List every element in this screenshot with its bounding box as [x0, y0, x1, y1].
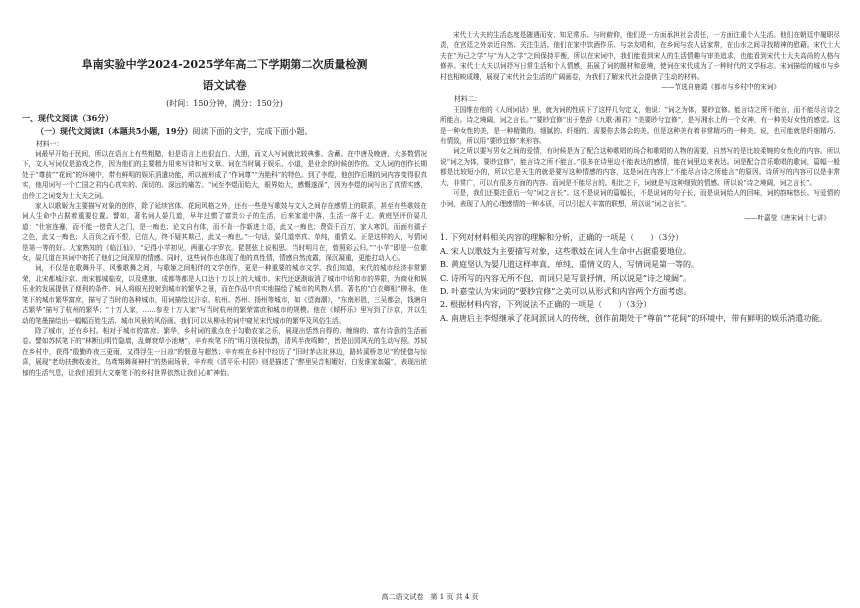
question-option: D. 叶嘉莹认为宋词的“要眇宜修”之美可以从形式和内容两个方面考虑。: [440, 286, 692, 296]
subsection-title: （一）现代文阅读Ⅰ（本题共5小题，19分）: [36, 126, 193, 136]
material-1-citation: ——节选自鹿霞《都市与乡村中的宋词》: [661, 83, 780, 92]
material-1-paragraph: 除了城市，还有乡村。相对于城市的富庶、繁华，乡村词的重点在于勾勒农家之乐，展现出恬然自得的、缠绵的、富有诗意的生活画卷。譬如苏轼笔下的“林断山明竹隐墙，乱蝉衰草小池塘”，辛弃疾笔下的“明月别枝惊鹊，清风半夜鸣蝉”，皆是田园风光的生动写照。苏轼在乡村中，获得“殷勤昨夜三更雨，又得浮生一日凉”的惬意与超然；辛弃疾在乡村中经历了“旧时茅店社林边，路转溪桥忽见”的恍惚与惊喜，展现“老幼扶携收麦社，乌鸢翔舞赛神村”的热闹场景，辛弃疾《清平乐·村居》则是描述了“醉里吴音相媚好，白发谁家翁媪”，表现出浓郁的生活气息，让我们看到大文豪笔下的乡村世界依然让我们心旷神怡。: [22, 326, 427, 377]
question-option: B. 黄庭坚认为晏几道这样率真、单纯、重情义的人，写情词是第一等的。: [440, 260, 699, 270]
material-2-label: 材料二：: [454, 95, 482, 104]
material-1-paragraph: 家人以歌姬为主要描写对象的创作，除了延续宫体、花间风格之外，还有一些是写歌妓与文人之间存在感情上的联系，甚至有些歌妓在词人生命中占据着重要位置。譬如，著名词人晏几道，早年过惯了富贵公子的生活，后来家道中落，生活一落千丈。黄庭坚评价晏几道：“仕宦连蹇，而不能一傍贵人之门，是一痴也；论文自有体，而不肯一作新进士语，此又一痴也；费资千百万，家人寒饥，而面有孺子之色，此又一痴也；人百负之而不恨，已信人，终不疑其欺己，此又一痴也。”一句话，晏几道率真、单纯，重情义。正是这样的人，写情词是第一等的好。大家熟知的《临江仙》，“记得小苹初见，两重心字罗衣。琵琶弦上说相思。当时明月在，曾照彩云归。”“小苹”即是一位歌女，晏几道在其词中寄托了他们之间深厚的情感。同时，这些词作也体现了他的真性情，情感自然流露，深沉凝重，更能打动人心。: [22, 202, 427, 263]
material-1-paragraph: 词最早开始于民间，所以在语言上有些粗糙，但是语言上也很直白、大胆，而文人写词就比较典雅、含蓄。在中唐及晚唐，大多数情况下，文人写词仅是游戏之作，因为他们的主要精力用来写诗和写文章。词在当时属于娱乐、小道，是业余的时候创作的。文人词的创作长期处于“尊前”“花间”的环境中，带有鲜明的娱乐消遣功能，所以被形成了“作词尊”“为艳科”的特色。到了李煜，他创作后期的词内容变得很真实，他用词写一个亡国之君内心真实的、深切的、深远的痛苦。“词至李煜而始大，眼界始大，感慨遂深”，因为李煜的词写出了真情实感，由伶工之词变为士大夫之词。: [22, 150, 427, 200]
material-2-citation: ——叶嘉莹《唐宋词十七讲》: [744, 213, 830, 222]
question-stem: 1. 下列对材料相关内容的理解和分析，正确的一项是（ ）（3分）: [440, 233, 684, 243]
subsection-instruction: 阅读下面的文字，完成下面小题。: [192, 127, 313, 136]
section-heading: 一、现代文阅读（36分）: [22, 113, 114, 123]
left-column: [22, 30, 427, 584]
exam-title: 阜南实验中学2024-2025学年高二下学期第二次质量检测: [81, 58, 368, 71]
material-1-label: 材料一：: [36, 140, 64, 148]
exam-meta: (时间：150分钟，满分：150分): [166, 99, 283, 108]
question-option: C. 诗所写的内容无所不包，而词只是写景抒情，所以说是“诗之境阔”。: [440, 273, 692, 283]
material-2-paragraph: 王国维在他的《人间词话》里，就为词的性质下了这样几句定义，他说：“词之为体，要眇宜修。能言诗之所不能言，而不能尽言诗之所能言。诗之境阔，词之言长。”“要眇宜修”出于楚辞《九歌·湘君》“美要眇兮宜修”，是写湘水上的一个女神，有一种美好女性的感觉。这是一种女性的美，是一种精微的、细腻的、纤细的、需要你去体会的美。但是这种美有着非常精巧的一种美。说，也可能就是纤细精巧、有情致，所以用“要眇宜修”来形容。: [440, 105, 840, 146]
material-2-paragraph: 词之所以要写男女之间的爱情，有时候是为了配合这种歌唱的场合和歌唱的人物的需要，自然写的是比较柔婉的女性化的内容。所以说“词之为体，要眇宜修”，能言诗之所不能言。”很多在诗里边不能表达的感情，能在词里边来表达。词是配合音乐歌唱的歌词，篇幅一般都是比较短小的，所以它是天生的就是要写这种情感的内容，这是词在内容上“不能尽言诗之所能言”的原因。诗所写的内容可以是非常大，非常广，可以有很多方面的内容。而词是不能尽言的。相比之下，词就是写这种细致的情感。所以说“诗之境阔，词之言长”。: [440, 147, 840, 187]
question-option: A. 南唐后主李煜继承了花间派词人的传统，创作前期处于“尊前”“花间”的环境中，带有鲜明的娱乐消遣功能。: [440, 313, 828, 323]
right-column: [440, 30, 840, 584]
questions: [440, 231, 840, 325]
material-1-paragraph: 宋代士大夫的生活态度是随遇而安、知足常乐、与时俯仰，他们是一方面承担社会责任，一方面注重个人生活。他们在朝廷中履职尽责，在宫廷之外亲近自然、关注生活。他们在家中饮酒作乐、与亲友唱和，在乡间与农人话家常，在山水之间寻找精神的慰藉。宋代士大夫在“为己之学”与“为人之学”之间保持平衡，所以在宋词中，我们能看到宋人的生活情趣与审美追求，也能看到宋代士大夫高尚的人格与修养。宋代士大夫以词抒写日常生活和个人情感，拓展了词的题材和意境，使词在宋代成为了一种时代的文学标志。宋词描绘的城市与乡村也相映成趣，展现了宋代社会生活的广阔画卷，为我们了解宋代社会提供了生动的材料。: [440, 31, 840, 81]
question-option: A. 宋人以歌妓为主要描写对象，这些歌妓在词人生命中占据重要地位。: [440, 246, 691, 256]
page-footer: 高二语文试卷 第 1 页 共 4 页: [381, 593, 479, 601]
material-2-paragraph: 可是，我们还要注意后一句“词之言长”。这不是说词的篇幅长，不是说词的句子长，而是说词给人的回味，词的韵味悠长。写爱情的小词，表现了人的心理感情的一种本质，可以引起人丰富的联想，所以说“词之言长”。: [440, 189, 840, 208]
material-1-paragraph: 词，不仅是在歌舞升平、风雅歌舞之间，与歌姬之间相伴的文学创作，更是一种重要的城市文学。我们知道，宋代的城市经济非常繁荣，北宋都城汴京、南宋都城临安，以及建康、成都等都是人口达十万以上的大城市。宋代还逐渐取消了城市中坊和市的界限，为商业和娱乐业的发展提供了便利的条件。词人将眼光投射到城市的繁华之景，而在作品中真实地描绘了城市的风物人情。著名的“白衣卿相”柳永，他笔下的城市繁华富庶，描写了当时的各种城市，用词描绘过汴京、杭州、苏州、扬州等城市，如《望海潮》，“东南形胜，三吴都会，钱塘自古繁华”描写了杭州的繁华；“十万人家，……参差十万人家”写当时杭州的繁荣富庶和城市的规模。他在《倾杯乐》里写到了汴京，并以生动的笔墨描绘出一幅幅百姓生活、城市风景的风俗画。我们可以从柳永的词中窥见宋代城市的繁华及风俗生活。: [22, 264, 427, 325]
subject-title: 语文试卷: [202, 79, 247, 92]
question-stem: 2. 根据材料内容，下列说法不正确的一项是（ ）（3分）: [440, 300, 652, 310]
subsection-heading: [22, 126, 427, 137]
